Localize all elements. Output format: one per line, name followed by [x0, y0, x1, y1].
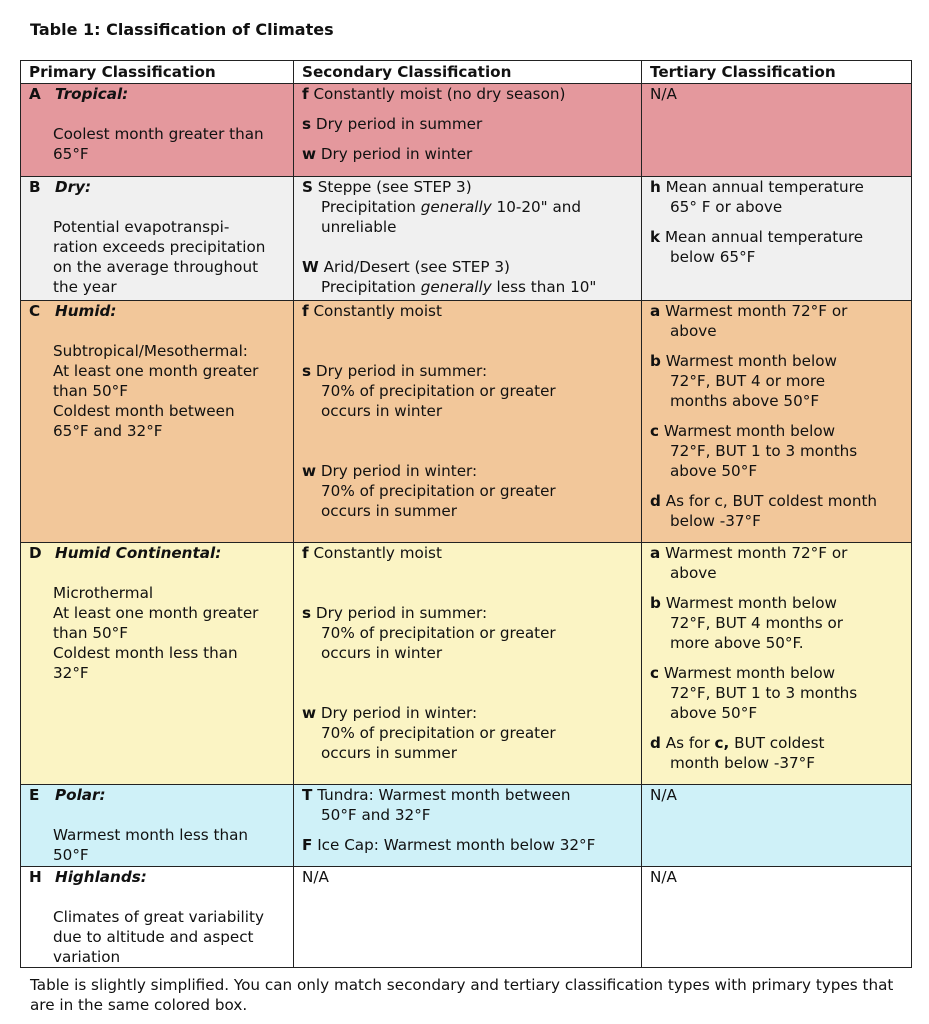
secondary-item: W Arid/Desert (see STEP 3) Precipitation generally less than 10"	[302, 258, 597, 296]
secondary-cell	[294, 177, 642, 301]
class-code: B	[29, 178, 41, 196]
secondary-item: s Dry period in summer	[302, 115, 483, 133]
secondary-item: s Dry period in summer: 70% of precipitation or greater occurs in winter	[302, 362, 556, 420]
class-name: Dry:	[55, 178, 92, 196]
secondary-item: S Steppe (see STEP 3) Precipitation generally 10-20" and unreliable	[302, 178, 582, 236]
tertiary-cell	[642, 301, 912, 543]
tertiary-cell	[642, 543, 912, 785]
primary-cell	[21, 177, 294, 301]
tertiary-item: d As for c, BUT coldest month below -37°F	[650, 492, 878, 530]
header-tertiary: Tertiary Classification	[642, 61, 912, 84]
class-code: E	[29, 786, 40, 804]
secondary-item: s Dry period in summer: 70% of precipitation or greater occurs in winter	[302, 604, 556, 662]
secondary-cell	[294, 84, 642, 177]
class-description: Climates of great variability due to altitude and aspect variation	[53, 908, 264, 966]
primary-cell	[21, 301, 294, 543]
class-name: Humid:	[55, 302, 117, 320]
table-title: Table 1: Classification of Climates	[30, 20, 334, 39]
tertiary-cell: N/A	[642, 785, 912, 867]
tertiary-item: b Warmest month below 72°F, BUT 4 months or more above 50°F.	[650, 594, 844, 652]
secondary-item: f Constantly moist	[302, 302, 442, 320]
class-code: A	[29, 85, 41, 103]
secondary-item: w Dry period in winter: 70% of precipitation or greater occurs in summer	[302, 704, 556, 762]
row-polar	[21, 785, 912, 867]
secondary-cell	[294, 301, 642, 543]
header-row	[21, 61, 912, 84]
secondary-cell	[294, 543, 642, 785]
tertiary-item: b Warmest month below 72°F, BUT 4 or more months above 50°F	[650, 352, 837, 410]
row-tropical	[21, 84, 912, 177]
class-name: Highlands:	[55, 868, 147, 886]
row-humid	[21, 301, 912, 543]
primary-cell	[21, 785, 294, 867]
secondary-cell	[294, 785, 642, 867]
tertiary-item: a Warmest month 72°F or above	[650, 544, 848, 582]
class-description: Warmest month less than 50°F	[53, 826, 249, 864]
secondary-item: T Tundra: Warmest month between 50°F and 32°F	[302, 786, 571, 824]
secondary-item: F Ice Cap: Warmest month below 32°F	[302, 836, 596, 854]
row-dry	[21, 177, 912, 301]
row-highlands	[21, 867, 912, 968]
secondary-item: f Constantly moist (no dry season)	[302, 85, 566, 103]
secondary-cell: N/A	[294, 867, 642, 968]
primary-cell	[21, 84, 294, 177]
class-name: Tropical:	[55, 85, 129, 103]
tertiary-item: d As for c, BUT coldest month below -37°F	[650, 734, 825, 772]
climate-classification-table	[20, 60, 912, 968]
class-description: Subtropical/Mesothermal: At least one month greater than 50°F Coldest month between 65°F and 32°F	[53, 342, 259, 440]
class-code: C	[29, 302, 41, 320]
table-footnote: Table is slightly simplified. You can only match secondary and tertiary classification types with primary types that are in the same colored box.	[30, 976, 894, 1014]
tertiary-cell: N/A	[642, 867, 912, 968]
class-code: D	[29, 544, 42, 562]
class-description: Microthermal At least one month greater than 50°F Coldest month less than 32°F	[53, 584, 259, 682]
row-humid-continental	[21, 543, 912, 785]
secondary-item: w Dry period in winter: 70% of precipitation or greater occurs in summer	[302, 462, 556, 520]
class-description: Coolest month greater than 65°F	[53, 125, 264, 163]
header-secondary: Secondary Classification	[294, 61, 642, 84]
secondary-item: f Constantly moist	[302, 544, 442, 562]
class-code: H	[29, 868, 42, 886]
primary-cell	[21, 543, 294, 785]
primary-cell	[21, 867, 294, 968]
header-primary: Primary Classification	[21, 61, 294, 84]
tertiary-item: k Mean annual temperature below 65°F	[650, 228, 864, 266]
tertiary-item: c Warmest month below 72°F, BUT 1 to 3 months above 50°F	[650, 422, 858, 480]
tertiary-item: a Warmest month 72°F or above	[650, 302, 848, 340]
tertiary-item: h Mean annual temperature 65° F or above	[650, 178, 864, 216]
tertiary-cell	[642, 177, 912, 301]
class-name: Humid Continental:	[55, 544, 222, 562]
tertiary-item: c Warmest month below 72°F, BUT 1 to 3 months above 50°F	[650, 664, 858, 722]
class-name: Polar:	[55, 786, 106, 804]
class-description: Potential evapotranspi- ration exceeds precipitation on the average throughout the year	[53, 218, 266, 296]
secondary-item: w Dry period in winter	[302, 145, 473, 163]
tertiary-cell: N/A	[642, 84, 912, 177]
